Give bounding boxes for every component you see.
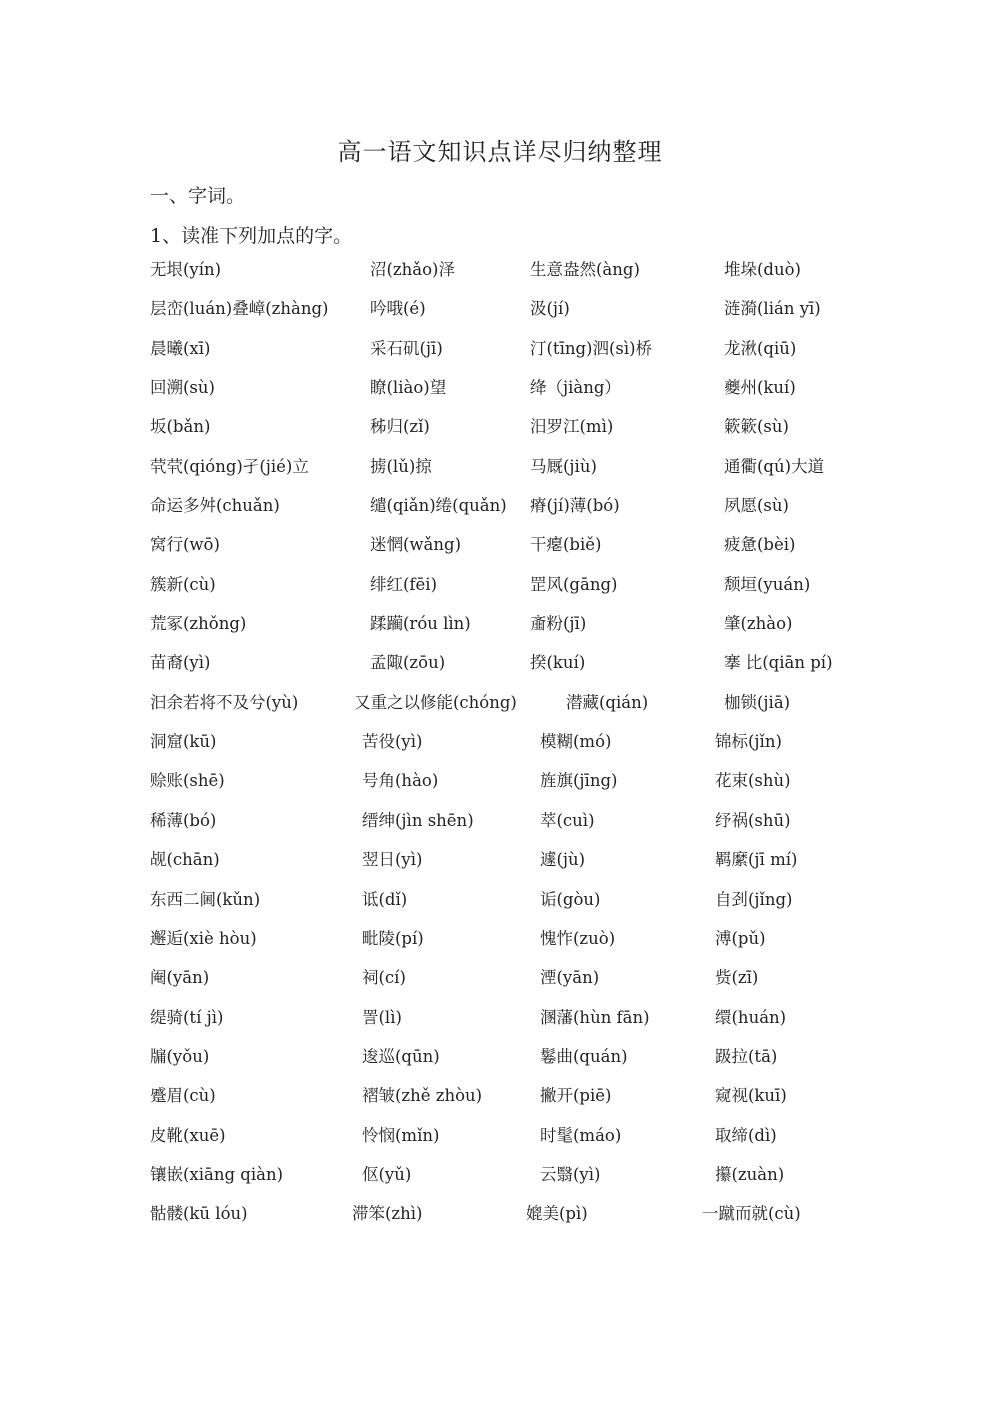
vocab-item: 苦役(yì) bbox=[362, 732, 423, 752]
vocab-row bbox=[0, 295, 1000, 334]
vocab-item: 自刭(jǐng) bbox=[715, 889, 793, 909]
vocab-item: 愧怍(zuò) bbox=[540, 928, 616, 948]
vocab-row bbox=[0, 689, 1000, 728]
vocab-item: 命运多舛(chuǎn) bbox=[150, 496, 280, 516]
vocab-item: 云翳(yì) bbox=[540, 1164, 601, 1184]
vocab-item: 晨曦(xī) bbox=[150, 338, 211, 358]
vocab-item: 号角(hào) bbox=[362, 771, 439, 791]
vocab-row bbox=[0, 807, 1000, 846]
vocab-item: 龙湫(qiū) bbox=[724, 338, 797, 358]
vocab-item: 鬈曲(quán) bbox=[540, 1046, 628, 1066]
subsection-heading: 1、读准下列加点的字。 bbox=[150, 225, 353, 247]
vocab-item: 齑粉(jī) bbox=[530, 614, 587, 634]
vocab-row bbox=[0, 571, 1000, 610]
vocab-item: 诟(gòu) bbox=[540, 889, 601, 909]
vocab-item: 旌旗(jīng) bbox=[540, 771, 618, 791]
vocab-item: 觇(chān) bbox=[150, 850, 220, 870]
vocab-item: 采石矶(jī) bbox=[370, 338, 443, 358]
vocab-item: 蹙眉(cù) bbox=[150, 1086, 216, 1106]
vocab-item: 缳(huán) bbox=[715, 1007, 787, 1027]
vocab-row bbox=[0, 531, 1000, 570]
vocab-item: 颓垣(yuán) bbox=[724, 574, 811, 594]
vocab-row bbox=[0, 610, 1000, 649]
vocab-row bbox=[0, 1161, 1000, 1200]
vocab-item: 纾祸(shū) bbox=[715, 810, 791, 830]
vocab-item: 枷锁(jiā) bbox=[724, 692, 791, 712]
vocab-item: 时髦(máo) bbox=[540, 1125, 622, 1145]
vocab-item: 媲美(pì) bbox=[526, 1204, 588, 1224]
page-title: 高一语文知识点详尽归纳整理 bbox=[337, 138, 663, 166]
vocab-item: 詈(lì) bbox=[362, 1007, 402, 1027]
vocab-item: 溥(pǔ) bbox=[715, 928, 766, 948]
vocab-row bbox=[0, 1082, 1000, 1121]
vocab-item: 绛（jiàng） bbox=[530, 378, 621, 398]
vocab-row bbox=[0, 846, 1000, 885]
vocab-item: 锦标(jǐn) bbox=[715, 732, 782, 752]
vocab-item: 镶嵌(xiāng qiàn) bbox=[150, 1164, 284, 1184]
vocab-item: 瞭(liào)望 bbox=[370, 378, 447, 398]
vocab-item: 汲(jí) bbox=[530, 299, 570, 319]
vocab-item: 花束(shù) bbox=[715, 771, 791, 791]
vocab-item: 溷藩(hùn fān) bbox=[540, 1007, 650, 1027]
vocab-item: 窝行(wō) bbox=[150, 535, 220, 555]
vocab-item: 夔州(kuí) bbox=[724, 378, 796, 398]
vocab-item: 阉(yān) bbox=[150, 968, 210, 988]
vocab-row bbox=[0, 374, 1000, 413]
vocab-item: 簇新(cù) bbox=[150, 574, 216, 594]
vocab-item: 缙绅(jìn shēn) bbox=[362, 810, 474, 830]
vocab-item: 汩余若将不及兮(yù) bbox=[150, 692, 299, 712]
vocab-item: 罡风(gāng) bbox=[530, 574, 618, 594]
vocab-row bbox=[0, 728, 1000, 767]
vocab-item: 坂(bǎn) bbox=[150, 417, 211, 437]
vocab-item: 东西二阃(kǔn) bbox=[150, 889, 261, 909]
vocab-item: 伛(yǔ) bbox=[362, 1164, 412, 1184]
vocab-item: 生意盎然(àng) bbox=[530, 260, 640, 279]
vocab-item: 遽(jù) bbox=[540, 850, 586, 870]
vocabulary-list bbox=[0, 256, 1000, 1240]
vocab-item: 迷惘(wǎng) bbox=[370, 535, 462, 555]
vocab-row bbox=[0, 1043, 1000, 1082]
vocab-row bbox=[0, 1004, 1000, 1043]
vocab-row bbox=[0, 964, 1000, 1003]
vocab-item: 一蹴而就(cù) bbox=[702, 1204, 801, 1224]
vocab-item: 稀薄(bó) bbox=[150, 810, 217, 830]
vocab-row bbox=[0, 767, 1000, 806]
vocab-item: 窥视(kuī) bbox=[715, 1086, 787, 1106]
vocab-item: 模糊(mó) bbox=[540, 732, 612, 752]
vocab-item: 诋(dǐ) bbox=[362, 889, 408, 909]
vocab-item: 搴 比(qiān pí) bbox=[724, 653, 833, 673]
vocab-item: 祠(cí) bbox=[362, 968, 406, 988]
vocab-item: 又重之以修能(chóng) bbox=[354, 692, 517, 712]
section-heading: 一、字词。 bbox=[150, 185, 246, 207]
vocab-item: 肇(zhào) bbox=[724, 614, 793, 634]
vocab-item: 层峦(luán)叠嶂(zhàng) bbox=[150, 299, 329, 319]
vocab-item: 孟陬(zōu) bbox=[370, 653, 446, 673]
vocab-item: 羁縻(jī mí) bbox=[715, 850, 798, 870]
vocab-item: 疲惫(bèi) bbox=[724, 535, 796, 555]
vocab-item: 缱(qiǎn)绻(quǎn) bbox=[370, 496, 507, 516]
vocab-item: 汀(tīng)泗(sì)桥 bbox=[530, 338, 653, 358]
vocab-row bbox=[0, 1122, 1000, 1161]
vocab-item: 洞窟(kū) bbox=[150, 732, 217, 752]
vocab-item: 瘠(jí)薄(bó) bbox=[530, 496, 620, 516]
vocab-item: 怜悯(mǐn) bbox=[362, 1125, 440, 1145]
vocab-item: 邂逅(xiè hòu) bbox=[150, 928, 257, 948]
vocab-item: 绯红(fēi) bbox=[370, 574, 438, 594]
vocab-item: 堆垛(duò) bbox=[724, 260, 801, 279]
vocab-row bbox=[0, 413, 1000, 452]
vocab-item: 通衢(qú)大道 bbox=[724, 456, 825, 476]
vocab-item: 取缔(dì) bbox=[715, 1125, 777, 1145]
vocab-item: 缇骑(tí jì) bbox=[150, 1007, 224, 1027]
vocab-item: 蹂躏(róu lìn) bbox=[370, 614, 471, 634]
vocab-item: 骷髅(kū lóu) bbox=[150, 1204, 248, 1224]
vocab-item: 潜藏(qián) bbox=[566, 692, 649, 712]
vocab-item: 簌簌(sù) bbox=[724, 417, 789, 437]
vocab-item: 趿拉(tā) bbox=[715, 1046, 778, 1066]
vocab-row bbox=[0, 886, 1000, 925]
vocab-item: 赊账(shē) bbox=[150, 771, 225, 791]
vocab-item: 萃(cuì) bbox=[540, 810, 595, 830]
vocab-item: 干瘪(biě) bbox=[530, 535, 602, 555]
vocab-item: 涟漪(lián yī) bbox=[724, 299, 821, 319]
vocab-item: 逡巡(qūn) bbox=[362, 1046, 440, 1066]
vocab-row bbox=[0, 649, 1000, 688]
vocab-item: 无垠(yín) bbox=[150, 260, 222, 279]
vocab-item: 赀(zī) bbox=[715, 968, 759, 988]
vocab-item: 揆(kuí) bbox=[530, 653, 586, 673]
vocab-item: 毗陵(pí) bbox=[362, 928, 424, 948]
vocab-item: 牖(yǒu) bbox=[150, 1046, 210, 1066]
vocab-item: 回溯(sù) bbox=[150, 378, 215, 398]
vocab-item: 褶皱(zhě zhòu) bbox=[362, 1086, 483, 1106]
vocab-item: 湮(yān) bbox=[540, 968, 600, 988]
vocab-item: 皮靴(xuē) bbox=[150, 1125, 226, 1145]
vocab-item: 掳(lǔ)掠 bbox=[370, 456, 432, 476]
vocab-item: 苗裔(yì) bbox=[150, 653, 211, 673]
vocab-item: 翌日(yì) bbox=[362, 850, 423, 870]
vocab-item: 夙愿(sù) bbox=[724, 496, 789, 516]
vocab-row bbox=[0, 256, 1000, 295]
vocab-item: 滞笨(zhì) bbox=[352, 1204, 423, 1224]
vocab-item: 荒冢(zhǒng) bbox=[150, 614, 247, 634]
vocab-item: 吟哦(é) bbox=[370, 299, 426, 319]
vocab-item: 秭归(zǐ) bbox=[370, 417, 430, 437]
vocab-item: 撇开(piē) bbox=[540, 1086, 612, 1106]
vocab-item: 马厩(jiù) bbox=[530, 456, 597, 476]
vocab-row bbox=[0, 492, 1000, 531]
vocab-row bbox=[0, 453, 1000, 492]
vocab-row bbox=[0, 925, 1000, 964]
vocab-row bbox=[0, 1200, 1000, 1239]
vocab-item: 沼(zhǎo)泽 bbox=[370, 260, 455, 279]
vocab-item: 汨罗江(mì) bbox=[530, 417, 614, 437]
vocab-item: 攥(zuàn) bbox=[715, 1164, 785, 1184]
vocab-row bbox=[0, 335, 1000, 374]
vocab-item: 茕茕(qióng)孑(jié)立 bbox=[150, 456, 309, 476]
